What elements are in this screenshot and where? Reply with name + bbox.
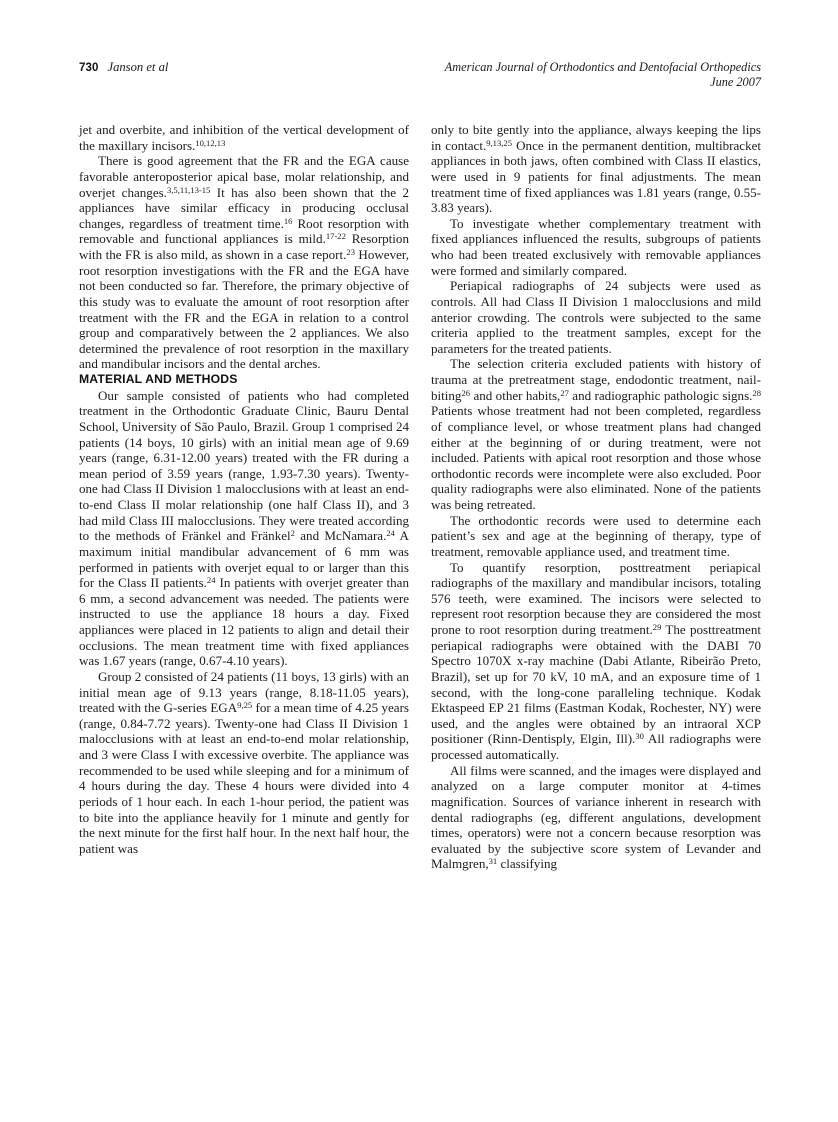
- para-bite-gently-fixed: only to bite gently into the appliance, always keeping the lips in contact.$^{9,13,25}$ Once in the permanent dentition, multibracket appliances in both jaws, often combined with Class II elastics, were used in 9 patients for final adjustments. The mean treatment time of fixed appliances was 1.81 years (range, 0.55-3.83 years).: [431, 122, 762, 216]
- reference-superscript: 9,13,25: [486, 137, 512, 148]
- para-quantify-resorption: To quantify resorption, posttreatment periapical radiographs of the maxillary and mandibular incisors, totaling 576 teeth, were examined. The incisors were selected to represent root resorption because they are considered the most prone to root resorption during treatment.$^{29}$ The posttreatment periapical radiographs were obtained with the DABI 70 Spectro 1070X x-ray machine (Dabi Atlante, Ribeirão Preto, Brazil), set up for 70 kV, 10 mA, and an exposure time of 1 second, with the long-cone paralleling technique. Kodak Ektaspeed EP 21 films (Eastman Kodak, Rochester, NY) were used, and the angles were obtained by an intraoral XCP positioner (Rinn-Dentisply, Elgin, Ill).$^{30}$ All radiographs were processed automatically.: [431, 559, 761, 762]
- para-fr-ega-agreement: There is good agreement that the FR and the EGA cause favorable anteroposterior apical base, molar relationship, and overjet changes.$^{3,5,11,13-15}$ It has also been shown that the 2 appliances have similar efficacy in producing occlusal changes, regardless of treatment time.$^{16}$ Root resorption with removable and functional appliances is mild.$^{17-22}$ Resorption with the FR is also mild, as shown in a case report.$^{23}$ However, root resorption investigations with the FR and the EGA have not been conducted so far. Therefore, the primary objective of this study was to evaluate the amount of root resorption after treatment with the FR and the EGA in relation to a control group and comparatively between the 2 appliances. We also determined the prevalence of root resorption in the maxillary and mandibular incisors and the dental arches.: [79, 153, 409, 372]
- running-head-left: [79, 60, 168, 75]
- reference-superscript: 24: [206, 574, 216, 585]
- para-sample-group2: Group 2 consisted of 24 patients (11 boys, 13 girls) with an initial mean age of 9.13 years (range, 8.18-11.05 years), treated with the G-series EGA$^{9,25}$ for a mean time of 4.25 years (range, 0.84-7.72 years). Twenty-one had Class II Division 1 malocclusions with at least an end-to-end molar relationship, and 3 were Class I with excessive overbite. The appliance was recommended to be used while sleeping and for a minimum of 4 hours during the day. These 4 hours were divided into 4 periods of 1 hour each. In each 1-hour period, the patient was to bite into the appliance heavily for 1 minute and gently for the next minute for the first half hour. In the next half hour, the patient was: [79, 668, 409, 856]
- section-heading-material-and-methods: MATERIAL AND METHODS: [79, 372, 238, 386]
- reference-superscript: 23: [346, 246, 355, 257]
- reference-superscript: 2: [290, 528, 295, 539]
- reference-superscript: 29: [652, 621, 662, 632]
- page-number: 730: [79, 62, 99, 74]
- column-right: [431, 122, 761, 1052]
- reference-superscript: 31: [488, 856, 498, 867]
- issue-date: June 2007: [710, 75, 761, 90]
- reference-superscript: 28: [752, 387, 762, 398]
- para-vertical-development: jet and overbite, and inhibition of the vertical development of the maxillary incisors.$^{10,12,13}$: [79, 122, 409, 153]
- para-subgroups: To investigate whether complementary treatment with fixed appliances influenced the results, subgroups of patients who had been treated exclusively with removable appliances were formed and similarly compared.: [431, 215, 761, 278]
- para-selection-criteria: The selection criteria excluded patients with history of trauma at the pretreatment stage, endodontic treatment, nail-biting$^{26}$ and other habits,$^{27}$ and radiographic pathologic signs.$^{28}$ Patients whose treatment had not been completed, regardless of compliance level, or whose treatment plans had changed either at the beginning of or during treatment, were not included. Patients with apical root resorption and those whose orthodontic records were incomplete were also excluded. Poor quality radiographs were also eliminated. None of the patients was being retreated.: [431, 356, 762, 512]
- reference-superscript: 30: [635, 731, 644, 742]
- para-sample-group1: Our sample consisted of patients who had completed treatment in the Orthodontic Graduate Clinic, Bauru Dental School, University of São Paulo, Brazil. Group 1 comprised 24 patients (14 boys, 10 girls) with an initial mean age of 9.69 years (range, 6.31-12.00 years) treated with the FR during a mean period of 3.59 years (range, 1.93-7.30 years). Twenty-one had Class II Division 1 malocclusions with at least an end-to-end Class II molar relationship (one half Class II), and 3 had mild Class III malocclusions. They were treated according to the methods of Fränkel and Fränkel$^2$ and McNamara.$^{24}$ A maximum initial mandibular advancement of 6 mm was performed in patients with overjet equal to or larger than this for the Class II patients.$^{24}$ In patients with overjet greater than 6 mm, a second advancement was needed. The patients were instructed to use the appliance 18 hours a day. Fixed appliances were placed in 12 patients to align and detail their occlusions. The mean treatment time with fixed appliances was 1.67 years (range, 0.67-4.10 years).: [79, 387, 409, 669]
- author-short-citation: Janson et al: [107, 60, 169, 74]
- body-columns: [79, 122, 761, 1052]
- column-left: [79, 122, 409, 1052]
- reference-superscript: 3,5,11,13-15: [166, 184, 211, 195]
- reference-superscript: 27: [560, 387, 569, 398]
- reference-superscript: 10,12,13: [195, 137, 226, 148]
- reference-superscript: 17-22: [325, 231, 346, 242]
- reference-superscript: 24: [386, 528, 395, 539]
- para-controls: Periapical radiographs of 24 subjects were used as controls. All had Class II Division 1 malocclusions and mild anterior crowding. The controls were subjected to the same criteria applied to the treatment samples, except for the parameters for the treated patients.: [431, 278, 761, 356]
- reference-superscript: 9,25: [237, 699, 253, 710]
- journal-title: American Journal of Orthodontics and Dentofacial Orthopedics: [444, 60, 761, 74]
- reference-superscript: 26: [461, 387, 471, 398]
- para-orthodontic-records: The orthodontic records were used to determine each patient’s sex and age at the beginning of therapy, type of treatment, removable appliance used, and treatment time.: [431, 512, 761, 559]
- para-films-scanned: All films were scanned, and the images were displayed and analyzed on a large computer monitor at 4-times magnification. Sources of variance inherent in research with dental radiographs (eg, different angulations, development times, operators) were not a concern because resorption was evaluated by the subjective score system of Levander and Malmgren,$^{31}$ classifying: [431, 762, 761, 872]
- running-head-right: [445, 60, 761, 91]
- running-head: [79, 60, 761, 91]
- reference-superscript: 16: [283, 215, 293, 226]
